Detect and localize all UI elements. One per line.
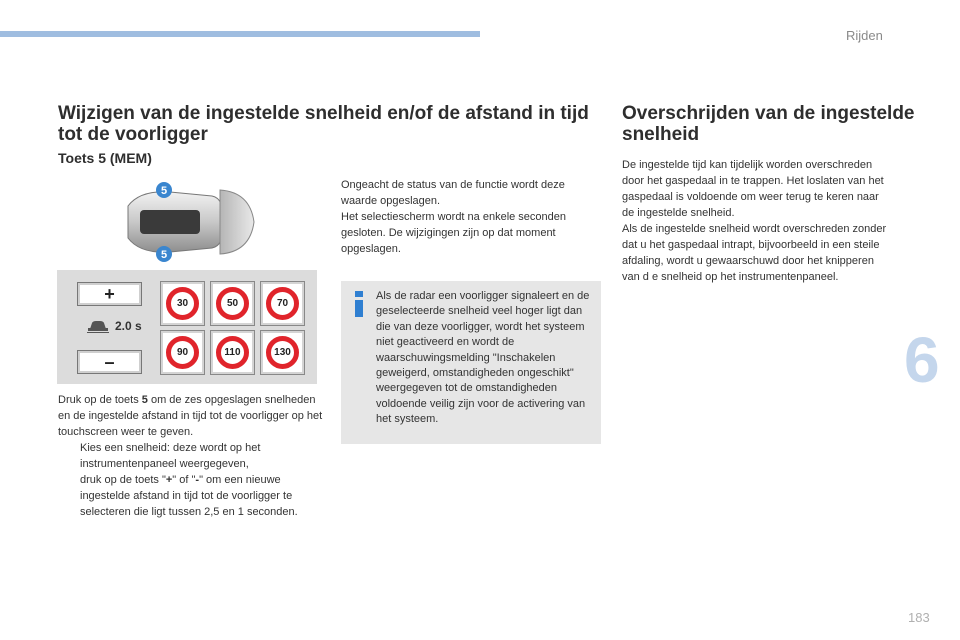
left-body <box>58 392 328 520</box>
right-body <box>622 157 892 285</box>
left-subheading: Toets 5 (MEM) <box>58 150 152 166</box>
speed-preset-6[interactable] <box>260 330 305 375</box>
info-icon <box>355 291 363 317</box>
distance-value: 2.0 s <box>115 319 142 333</box>
bullet-marker <box>58 440 80 472</box>
page-number: 183 <box>908 610 930 625</box>
list-item: druk op de toets "+" of "-" om een nieuwe ingestelde afstand in tijd tot de voorligger te selecteren die ligt tussen 2,5 en 1 seconden. <box>58 472 328 520</box>
section-title: Rijden <box>846 28 883 43</box>
speed-sign-icon: 30 <box>166 287 199 320</box>
paragraph: Het selectiescherm wordt na enkele seconden gesloten. De wijzigingen zijn op dat moment opgeslagen. <box>341 211 567 255</box>
paragraph: De ingestelde tijd kan tijdelijk worden overschreden door het gaspedaal in te trappen. Het loslaten van het gaspedaal is voldoende om weer terug te keren naar de ingestelde snelheid. <box>622 159 884 219</box>
speed-preset-2[interactable] <box>210 281 255 326</box>
speed-sign-icon: 50 <box>216 287 249 320</box>
speed-sign-icon: 130 <box>266 336 299 369</box>
speed-sign-icon: 90 <box>166 336 199 369</box>
bullet-marker <box>58 472 80 520</box>
speed-sign-icon: 110 <box>216 336 249 369</box>
speed-preset-4[interactable] <box>160 330 205 375</box>
left-heading: Wijzigen van de ingestelde snelheid en/of de afstand in tijd tot de voorligger <box>58 103 589 145</box>
steering-stalk-illustration <box>120 176 260 268</box>
intro-paragraph: Druk op de toets 5 om de zes opgeslagen snelheden en de ingestelde afstand in tijd tot de voorligger op het touchscreen weer te geven. <box>58 394 323 438</box>
callout-badge-top: 5 <box>160 185 168 197</box>
speed-preset-3[interactable] <box>260 281 305 326</box>
info-note <box>341 281 601 444</box>
middle-body <box>341 177 603 257</box>
list-item: Kies een snelheid: deze wordt op het instrumentenpaneel weergegeven, <box>58 440 328 472</box>
decrease-distance-button[interactable]: – <box>77 350 142 374</box>
distance-setting <box>77 314 157 338</box>
paragraph: Ongeacht de status van de functie wordt deze waarde opgeslagen. <box>341 179 565 207</box>
increase-distance-button[interactable]: + <box>77 282 142 306</box>
header-accent-bar <box>0 31 480 37</box>
right-heading: Overschrijden van de ingestelde snelheid <box>622 103 915 145</box>
chapter-number: 6 <box>904 324 940 396</box>
paragraph: Als de ingestelde snelheid wordt overschreden zonder dat u het gaspedaal intrapt, bijvoorbeeld in een steile afdaling, wordt u gewaarschuwd door het knipperen van d e snelheid op het instrumentenpaneel. <box>622 223 887 283</box>
speed-preset-5[interactable] <box>210 330 255 375</box>
callout-badge-bottom: 5 <box>160 249 168 261</box>
speed-preset-1[interactable] <box>160 281 205 326</box>
car-distance-icon <box>87 319 109 333</box>
info-note-text: Als de radar een voorligger signaleert en de geselecteerde snelheid veel hoger ligt dan die van deze voorligger, wordt het systeem niet geactiveerd en wordt de waarschuwingsmelding "Inschakelen geweigerd, omstandigheden ongeschikt" weergegeven tot de omstandigheden voldoende veilig zijn voor de activering van het systeem. <box>376 290 590 426</box>
speed-sign-icon: 70 <box>266 287 299 320</box>
touchscreen-illustration <box>57 270 317 384</box>
